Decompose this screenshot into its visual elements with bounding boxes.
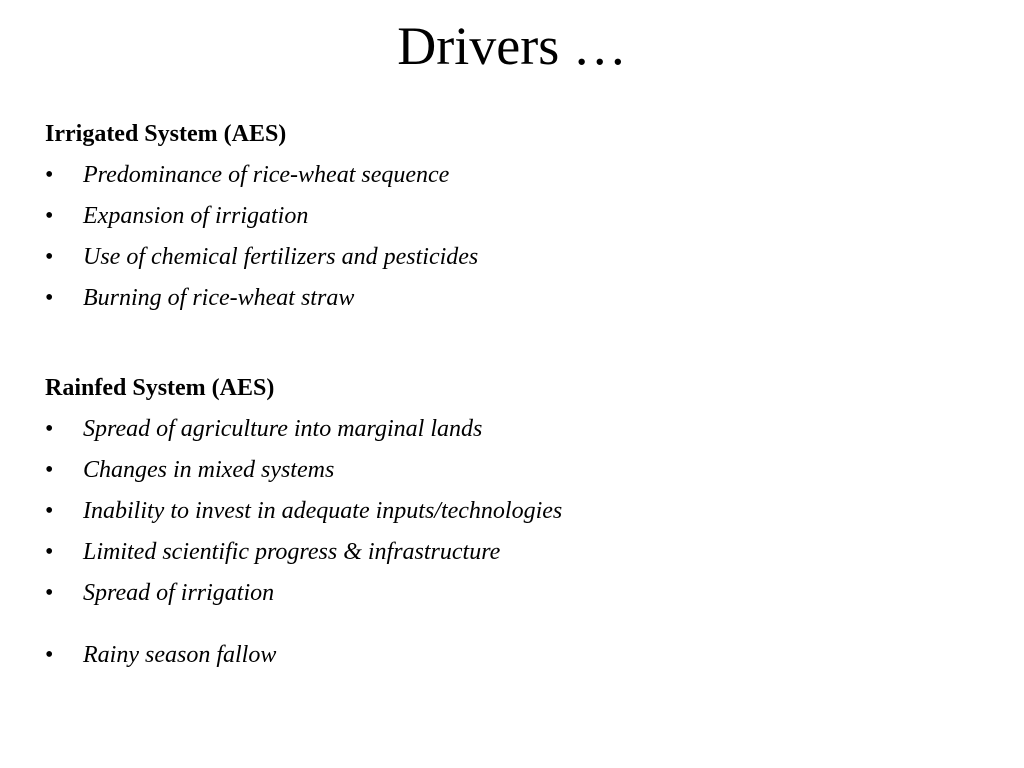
bullet-list bbox=[45, 415, 985, 669]
list-item-text: Spread of agriculture into marginal lands bbox=[83, 416, 483, 442]
list-item bbox=[45, 497, 985, 525]
list-item bbox=[45, 161, 985, 189]
bullet-icon: • bbox=[45, 539, 54, 565]
section-rainfed-system bbox=[45, 374, 985, 669]
list-item-text: Inability to invest in adequate inputs/technologies bbox=[83, 498, 563, 524]
list-item-text: Spread of irrigation bbox=[83, 580, 275, 606]
list-item bbox=[45, 579, 985, 607]
list-item bbox=[45, 641, 985, 669]
section-irrigated-system bbox=[45, 120, 985, 312]
list-item-text: Use of chemical fertilizers and pesticides bbox=[83, 244, 479, 270]
bullet-icon: • bbox=[45, 498, 54, 524]
bullet-icon: • bbox=[45, 642, 54, 668]
bullet-icon: • bbox=[45, 285, 54, 311]
bullet-icon: • bbox=[45, 162, 54, 188]
list-item-text: Expansion of irrigation bbox=[83, 203, 309, 229]
section-heading: Rainfed System (AES) bbox=[45, 375, 275, 401]
list-item-text: Predominance of rice-wheat sequence bbox=[83, 162, 450, 188]
bullet-icon: • bbox=[45, 580, 54, 606]
list-item bbox=[45, 284, 985, 312]
list-item bbox=[45, 456, 985, 484]
list-item-text: Changes in mixed systems bbox=[83, 457, 335, 483]
list-item-text: Limited scientific progress & infrastructure bbox=[83, 539, 501, 565]
list-item bbox=[45, 243, 985, 271]
list-item-text: Rainy season fallow bbox=[83, 642, 277, 668]
bullet-icon: • bbox=[45, 416, 54, 442]
bullet-icon: • bbox=[45, 457, 54, 483]
bullet-icon: • bbox=[45, 244, 54, 270]
bullet-list bbox=[45, 161, 985, 312]
section-heading: Irrigated System (AES) bbox=[45, 121, 287, 147]
slide-title: Drivers … bbox=[397, 16, 627, 76]
bullet-icon: • bbox=[45, 203, 54, 229]
list-item bbox=[45, 202, 985, 230]
list-item bbox=[45, 415, 985, 443]
list-item-text: Burning of rice-wheat straw bbox=[83, 285, 355, 311]
list-item bbox=[45, 538, 985, 566]
